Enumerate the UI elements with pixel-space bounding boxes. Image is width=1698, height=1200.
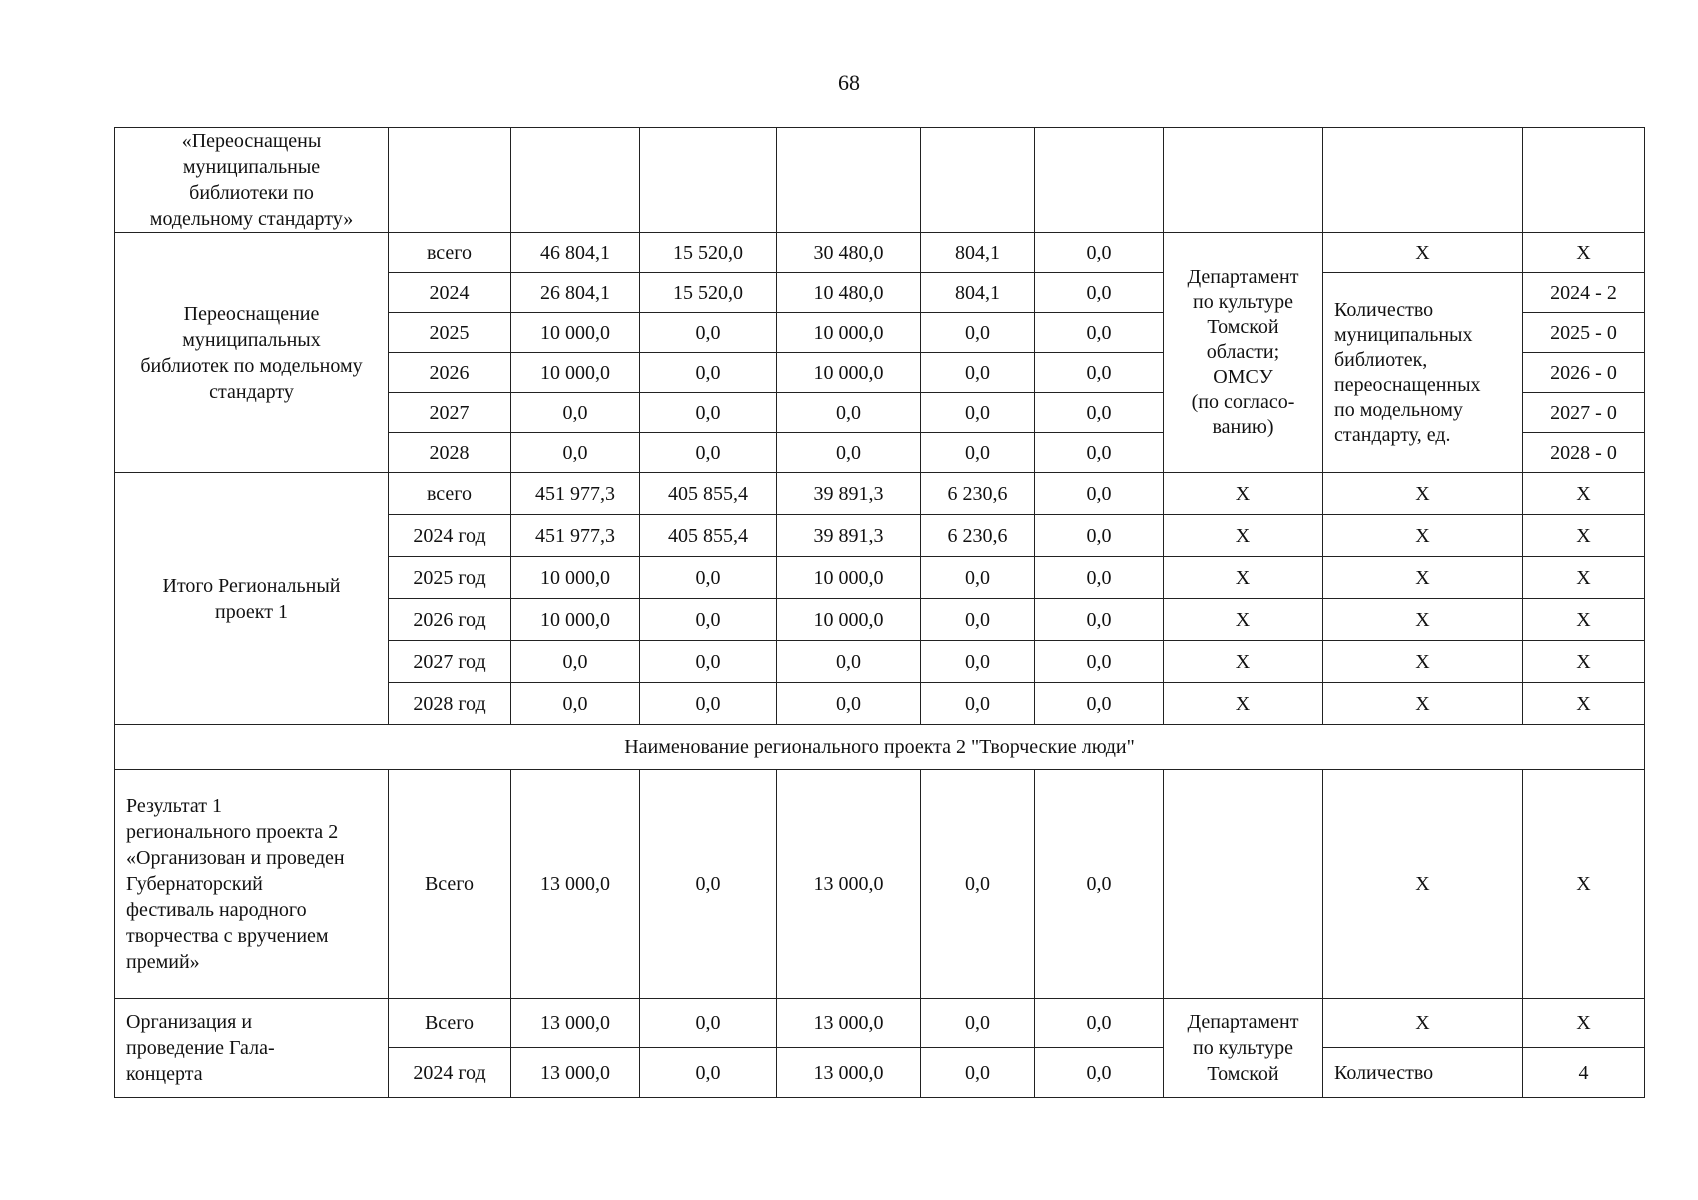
value-cell: 10 000,0 bbox=[777, 353, 921, 393]
responsible-cell: Х bbox=[1164, 515, 1323, 557]
value-cell: 0,0 bbox=[640, 999, 777, 1048]
indicator-cell: Х bbox=[1323, 683, 1523, 725]
value-cell: 13 000,0 bbox=[777, 770, 921, 999]
value-cell: 405 855,4 bbox=[640, 515, 777, 557]
result-name: Результат 1 регионального проекта 2 «Организован и проведен Губернаторский фестиваль народного творчества с вручением премий» bbox=[115, 770, 389, 999]
value-cell: 0,0 bbox=[1035, 393, 1164, 433]
value-cell: 0,0 bbox=[640, 1048, 777, 1098]
table-row bbox=[115, 473, 1645, 515]
value-cell: 0,0 bbox=[1035, 683, 1164, 725]
value-cell: 0,0 bbox=[921, 313, 1035, 353]
activity-name: Организация и проведение Гала- концерта bbox=[115, 999, 389, 1098]
period-cell: Всего bbox=[389, 999, 511, 1048]
indicator-cell: Х bbox=[1323, 473, 1523, 515]
indicator-cell: Х bbox=[1323, 641, 1523, 683]
period-cell: 2028 год bbox=[389, 683, 511, 725]
value-cell: 10 000,0 bbox=[777, 557, 921, 599]
plan-cell: Х bbox=[1523, 473, 1645, 515]
value-cell: 0,0 bbox=[777, 683, 921, 725]
value-cell: 0,0 bbox=[777, 433, 921, 473]
value-cell: 6 230,6 bbox=[921, 473, 1035, 515]
table-row bbox=[115, 999, 1645, 1048]
value-cell: 39 891,3 bbox=[777, 473, 921, 515]
value-cell: 0,0 bbox=[921, 599, 1035, 641]
plan-cell: 2025 - 0 bbox=[1523, 313, 1645, 353]
plan-cell: Х bbox=[1523, 999, 1645, 1048]
indicator-cell: Х bbox=[1323, 770, 1523, 999]
value-cell: 451 977,3 bbox=[511, 515, 640, 557]
period-cell: 2027 год bbox=[389, 641, 511, 683]
section-header: Наименование регионального проекта 2 "Творческие люди" bbox=[115, 725, 1645, 770]
period-cell: 2024 год bbox=[389, 515, 511, 557]
value-cell: 0,0 bbox=[1035, 233, 1164, 273]
value-cell: 0,0 bbox=[1035, 473, 1164, 515]
period-cell: 2025 год bbox=[389, 557, 511, 599]
value-cell: 0,0 bbox=[1035, 599, 1164, 641]
responsible-cell: Х bbox=[1164, 599, 1323, 641]
value-cell: 0,0 bbox=[1035, 641, 1164, 683]
value-cell: 10 480,0 bbox=[777, 273, 921, 313]
value-cell: 30 480,0 bbox=[777, 233, 921, 273]
indicator-cell: Х bbox=[1323, 557, 1523, 599]
value-cell: 0,0 bbox=[640, 770, 777, 999]
activity-name: Переоснащение муниципальных библиотек по модельному стандарту bbox=[115, 233, 389, 473]
period-cell: всего bbox=[389, 473, 511, 515]
total-name: Итого Региональный проект 1 bbox=[115, 473, 389, 725]
value-cell: 0,0 bbox=[1035, 999, 1164, 1048]
value-cell: 804,1 bbox=[921, 273, 1035, 313]
value-cell: 15 520,0 bbox=[640, 273, 777, 313]
value-cell: 10 000,0 bbox=[511, 557, 640, 599]
value-cell: 0,0 bbox=[511, 641, 640, 683]
value-cell: 804,1 bbox=[921, 233, 1035, 273]
value-cell: 0,0 bbox=[1035, 313, 1164, 353]
responsible-cell: Х bbox=[1164, 683, 1323, 725]
plan-cell: Х bbox=[1523, 515, 1645, 557]
period-cell: 2024 год bbox=[389, 1048, 511, 1098]
value-cell: 0,0 bbox=[1035, 557, 1164, 599]
value-cell: 0,0 bbox=[1035, 273, 1164, 313]
value-cell: 0,0 bbox=[921, 1048, 1035, 1098]
plan-cell: 2028 - 0 bbox=[1523, 433, 1645, 473]
period-cell: 2024 bbox=[389, 273, 511, 313]
plan-cell: Х bbox=[1523, 599, 1645, 641]
value-cell: 0,0 bbox=[921, 999, 1035, 1048]
value-cell: 0,0 bbox=[777, 641, 921, 683]
plan-cell: Х bbox=[1523, 641, 1645, 683]
value-cell: 10 000,0 bbox=[511, 313, 640, 353]
value-cell: 10 000,0 bbox=[777, 599, 921, 641]
value-cell: 0,0 bbox=[640, 641, 777, 683]
value-cell: 6 230,6 bbox=[921, 515, 1035, 557]
responsible-cell: Департамент по культуре Томской области; ОМСУ (по согласо- ванию) bbox=[1164, 233, 1323, 473]
value-cell: 0,0 bbox=[640, 313, 777, 353]
value-cell: 0,0 bbox=[777, 393, 921, 433]
responsible-cell: Х bbox=[1164, 557, 1323, 599]
value-cell: 10 000,0 bbox=[777, 313, 921, 353]
value-cell: 13 000,0 bbox=[511, 770, 640, 999]
table-row bbox=[115, 770, 1645, 999]
value-cell: 0,0 bbox=[921, 393, 1035, 433]
value-cell: 10 000,0 bbox=[511, 353, 640, 393]
page-number: 68 bbox=[838, 70, 860, 95]
period-cell: 2028 bbox=[389, 433, 511, 473]
value-cell: 0,0 bbox=[1035, 353, 1164, 393]
period-cell: Всего bbox=[389, 770, 511, 999]
period-cell: 2026 bbox=[389, 353, 511, 393]
responsible-cell: Х bbox=[1164, 641, 1323, 683]
plan-cell: Х bbox=[1523, 557, 1645, 599]
value-cell: 15 520,0 bbox=[640, 233, 777, 273]
value-cell: 0,0 bbox=[1035, 433, 1164, 473]
value-cell: 0,0 bbox=[640, 433, 777, 473]
result-title: «Переоснащены муниципальные библиотеки по модельному стандарту» bbox=[115, 128, 389, 233]
indicator-cell: Х bbox=[1323, 599, 1523, 641]
budget-table bbox=[114, 127, 1645, 1098]
value-cell: 0,0 bbox=[921, 683, 1035, 725]
value-cell: 0,0 bbox=[921, 770, 1035, 999]
value-cell: 13 000,0 bbox=[777, 1048, 921, 1098]
indicator-cell: Количество bbox=[1323, 1048, 1523, 1098]
value-cell: 0,0 bbox=[511, 433, 640, 473]
value-cell: 13 000,0 bbox=[511, 1048, 640, 1098]
value-cell: 46 804,1 bbox=[511, 233, 640, 273]
value-cell: 0,0 bbox=[921, 433, 1035, 473]
plan-cell: Х bbox=[1523, 683, 1645, 725]
period-cell: всего bbox=[389, 233, 511, 273]
table-row bbox=[115, 725, 1645, 770]
period-cell: 2026 год bbox=[389, 599, 511, 641]
plan-cell: 2027 - 0 bbox=[1523, 393, 1645, 433]
indicator-cell: Х bbox=[1323, 233, 1523, 273]
value-cell: 26 804,1 bbox=[511, 273, 640, 313]
table-row bbox=[115, 233, 1645, 273]
value-cell: 13 000,0 bbox=[511, 999, 640, 1048]
value-cell: 405 855,4 bbox=[640, 473, 777, 515]
value-cell: 0,0 bbox=[511, 683, 640, 725]
plan-cell: Х bbox=[1523, 233, 1645, 273]
value-cell: 0,0 bbox=[640, 557, 777, 599]
plan-cell: 4 bbox=[1523, 1048, 1645, 1098]
table-row bbox=[115, 128, 1645, 233]
value-cell: 0,0 bbox=[640, 683, 777, 725]
plan-cell: 2026 - 0 bbox=[1523, 353, 1645, 393]
value-cell: 0,0 bbox=[640, 353, 777, 393]
value-cell: 0,0 bbox=[1035, 770, 1164, 999]
value-cell: 0,0 bbox=[921, 353, 1035, 393]
value-cell: 0,0 bbox=[921, 557, 1035, 599]
value-cell: 10 000,0 bbox=[511, 599, 640, 641]
value-cell: 0,0 bbox=[640, 599, 777, 641]
period-cell: 2025 bbox=[389, 313, 511, 353]
indicator-cell: Х bbox=[1323, 515, 1523, 557]
value-cell: 13 000,0 bbox=[777, 999, 921, 1048]
plan-cell: Х bbox=[1523, 770, 1645, 999]
indicator-cell: Количество муниципальных библиотек, переоснащенных по модельному стандарту, ед. bbox=[1323, 273, 1523, 473]
responsible-cell: Х bbox=[1164, 473, 1323, 515]
indicator-cell: Х bbox=[1323, 999, 1523, 1048]
value-cell: 0,0 bbox=[921, 641, 1035, 683]
plan-cell: 2024 - 2 bbox=[1523, 273, 1645, 313]
value-cell: 0,0 bbox=[640, 393, 777, 433]
period-cell: 2027 bbox=[389, 393, 511, 433]
responsible-cell: Департамент по культуре Томской bbox=[1164, 999, 1323, 1098]
value-cell: 0,0 bbox=[511, 393, 640, 433]
value-cell: 39 891,3 bbox=[777, 515, 921, 557]
value-cell: 0,0 bbox=[1035, 515, 1164, 557]
value-cell: 0,0 bbox=[1035, 1048, 1164, 1098]
value-cell: 451 977,3 bbox=[511, 473, 640, 515]
responsible-cell bbox=[1164, 770, 1323, 999]
